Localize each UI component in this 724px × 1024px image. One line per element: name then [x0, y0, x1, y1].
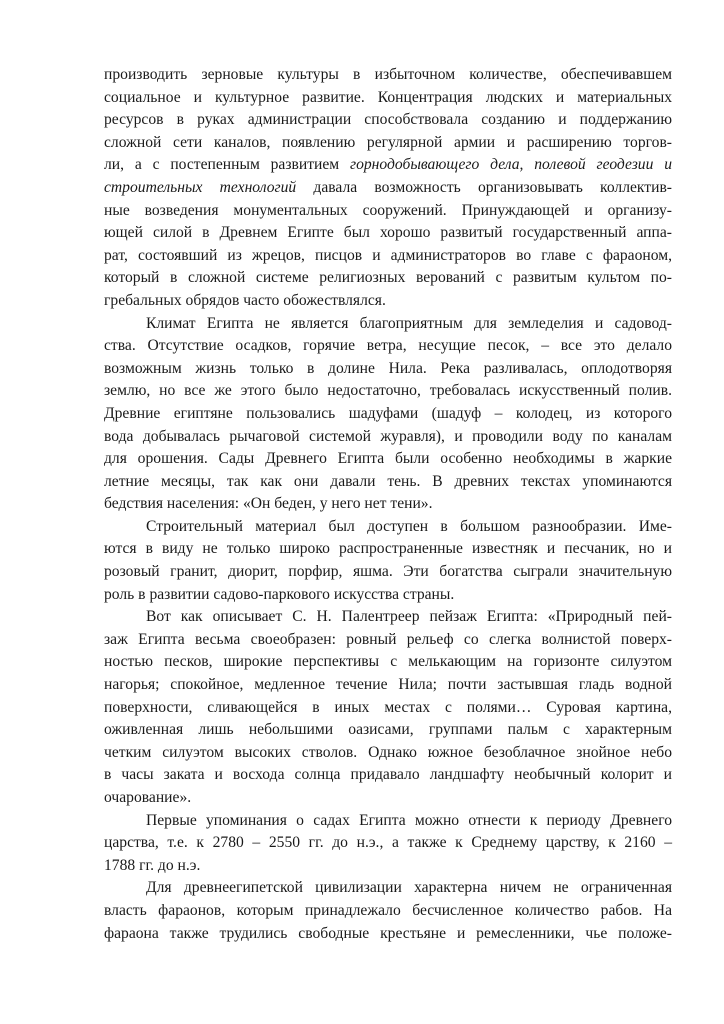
text-line [104, 629, 672, 652]
text-line [104, 900, 672, 923]
line-text: вода добывалась рычаговой системой журавля), и проводили воду по каналам [104, 427, 672, 445]
line-text: Для древнеегипетской цивилизации характерна ничем не ограниченная [146, 879, 672, 897]
text-line [104, 154, 672, 177]
line-text: 1788 гг. до н.э. [104, 856, 201, 874]
text-line [104, 267, 672, 290]
text-line [104, 200, 672, 223]
paragraph [104, 313, 672, 516]
line-text: Климат Египта не является благоприятным для земледелия и садовод- [146, 314, 672, 332]
line-text: летние месяцы, так как они давали тень. В древних текстах упоминаются [104, 472, 672, 490]
line-text: власть фараонов, которым принадлежало бесчисленное количество рабов. На [104, 901, 672, 919]
line-text: возможным жизнь только в долине Нила. Река разливалась, оплодотворяя [104, 359, 672, 377]
paragraph [104, 64, 672, 313]
text-line [104, 64, 672, 87]
text-line [104, 584, 672, 607]
text-line [104, 719, 672, 742]
text-line [104, 109, 672, 132]
line-text: ли, а с постепенным развитием [104, 156, 350, 174]
line-text: ющей силой в Древнем Египте был хорошо развитый государственный аппа- [104, 224, 672, 242]
text-line [104, 855, 672, 878]
line-text: заж Египта весьма своеобразен: ровный рельеф со слегка волнистой поверх- [104, 630, 672, 648]
line-text: в часы заката и восхода солнца придавало ландшафту необычный колорит и [104, 766, 672, 784]
line-text: Вот как описывает С. Н. Палентреер пейзаж Египта: «Природный пей- [146, 608, 672, 626]
text-line [104, 87, 672, 110]
text-line [104, 742, 672, 765]
line-text: бедствия населения: «Он беден, у него нет тени». [104, 495, 433, 513]
line-text: нагорья; спокойное, медленное течение Нила; почти застывшая гладь водной [104, 676, 672, 694]
text-line [104, 335, 672, 358]
text-line [104, 516, 672, 539]
line-text: ные возведения монументальных сооружений. Принуждающей и организу- [104, 201, 672, 219]
line-text: ства. Отсутствие осадков, горячие ветра, несущие песок, – все это делало [104, 337, 672, 355]
italic-phrase: строительных технологий [104, 178, 297, 196]
paragraph [104, 810, 672, 878]
text-line [104, 493, 672, 516]
text-line [104, 358, 672, 381]
line-text: который в сложной системе религиозных верований с развитым культом по- [104, 269, 672, 287]
text-line [104, 923, 672, 946]
line-text: землю, но все же этого было недостаточно, требовалась искусственный полив. [104, 382, 672, 400]
text-line [104, 403, 672, 426]
line-text: розовый гранит, диорит, порфир, яшма. Эти богатства сыграли значительную [104, 563, 672, 581]
text-line [104, 787, 672, 810]
line-text: оживленная лишь небольшими оазисами, группами пальм с характерным [104, 721, 672, 739]
line-text: производить зерновые культуры в избыточном количестве, обеспечивавшем [104, 66, 672, 83]
text-line [104, 426, 672, 449]
line-text: социальное и культурное развитие. Концентрация людских и материальных [104, 88, 672, 106]
line-text: ресурсов в руках администрации способствовала созданию и поддержанию [104, 111, 672, 129]
text-line [104, 132, 672, 155]
text-line [104, 222, 672, 245]
text-line [104, 177, 672, 200]
line-text: Строительный материал был доступен в большом разнообразии. Име- [146, 517, 672, 535]
text-line [104, 674, 672, 697]
line-text: гребальных обрядов часто обожествлялся. [104, 291, 386, 309]
paragraph [104, 516, 672, 606]
line-text: царства, т.е. к 2780 – 2550 гг. до н.э., а также к Среднему царству, к 2160 – [104, 834, 672, 852]
line-text: для орошения. Сады Древнего Египта были особенно необходимы в жаркие [104, 450, 672, 468]
text-line [104, 448, 672, 471]
text-line [104, 245, 672, 268]
italic-phrase: горнодобывающего дела, полевой геодезии и [350, 156, 673, 174]
line-text: ются в виду не только широко распространенные известняк и песчаник, но и [104, 540, 672, 558]
text-line [104, 877, 672, 900]
line-text: сложной сети каналов, появлению регулярной армии и расширению торгов- [104, 133, 672, 151]
line-text: фараона также трудились свободные крестьяне и ремесленники, чье положе- [104, 924, 672, 942]
text-line [104, 764, 672, 787]
line-text: Древние египтяне пользовались шадуфами (шадуф – колодец, из которого [104, 404, 672, 422]
line-text: роль в развитии садово-паркового искусства страны. [104, 585, 455, 603]
paragraph [104, 877, 672, 945]
text-line [104, 810, 672, 833]
line-text: Первые упоминания о садах Египта можно отнести к периоду Древнего [146, 811, 672, 829]
line-text: очарование». [104, 789, 192, 806]
text-line [104, 380, 672, 403]
text-line [104, 471, 672, 494]
line-text: поверхности, сливающейся в иных местах с полями… Суровая картина, [104, 698, 672, 716]
document-body [104, 64, 672, 945]
text-line [104, 651, 672, 674]
paragraph [104, 606, 672, 809]
text-line [104, 538, 672, 561]
line-text: давала возможность организовывать коллектив- [296, 178, 673, 196]
text-line [104, 697, 672, 720]
text-line [104, 561, 672, 584]
line-text: рат, состоявший из жрецов, писцов и администраторов во главе с фараоном, [104, 246, 672, 264]
text-line [104, 290, 672, 313]
line-text: ностью песков, широкие перспективы с мелькающим на горизонте силуэтом [104, 653, 672, 671]
text-line [104, 606, 672, 629]
text-line [104, 313, 672, 336]
text-line [104, 832, 672, 855]
line-text: четким силуэтом высоких стволов. Однако южное безоблачное знойное небо [104, 743, 672, 761]
